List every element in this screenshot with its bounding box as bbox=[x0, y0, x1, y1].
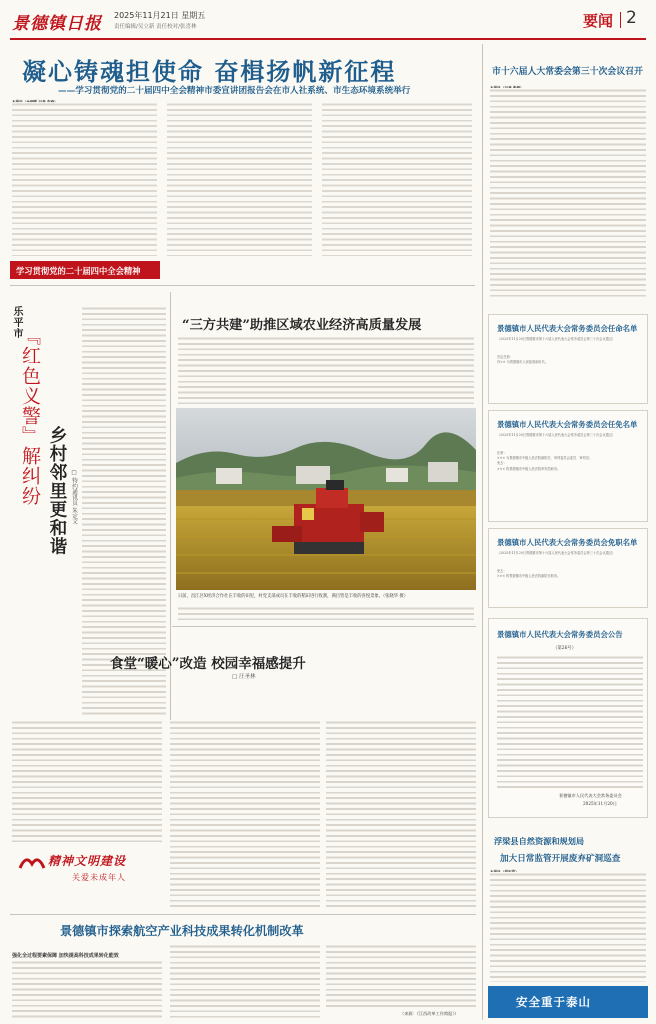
lead-body bbox=[12, 100, 472, 256]
canteen-col-1 bbox=[12, 720, 162, 842]
notice-removal-title: 景德镇市人民代表大会常务委员会免职名单 bbox=[497, 538, 638, 547]
agri-body-2 bbox=[178, 606, 474, 622]
civilization-banner-line2: 关爱未成年人 bbox=[72, 873, 126, 882]
notice-appoint-remove-body: 任命： ××× 为景德镇市中级人民法院副院长、审判委员会委员、审判员； 免去： ××× 的景德镇市中级人民法院审判员职务。 bbox=[497, 451, 593, 471]
notice-removal-body: 免去： ××× 的景德镇市中级人民法院副院长职务。 bbox=[497, 569, 561, 579]
aviation-col-3 bbox=[326, 944, 476, 1008]
civilization-banner-line1: 精神文明建设 bbox=[48, 854, 127, 868]
newspaper-logo: 景德镇日报 bbox=[12, 14, 102, 34]
editors-line: 责任编辑/吴立新 责任校对/张喜林 bbox=[114, 24, 197, 30]
npc-body bbox=[490, 88, 646, 300]
harvest-photo bbox=[176, 408, 476, 590]
notice-removal-sub: （2025年11月20日景德镇市第十六届人民代表大会常务委员会第三十次会议通过） bbox=[497, 551, 616, 555]
notice-appointment bbox=[488, 314, 648, 404]
column-title-1: 『红色义警』解纠纷 bbox=[19, 326, 41, 506]
agri-body bbox=[178, 336, 474, 406]
safety-banner-text: 安全重于泰山 bbox=[516, 995, 591, 1009]
column-region: 乐平市 bbox=[11, 306, 22, 339]
civilization-banner bbox=[12, 846, 162, 906]
aviation-headline: 景德镇市探索航空产业科技成果转化机制改革 bbox=[60, 924, 304, 938]
aviation-subhead: 强化全过程要素保障 加快提高科技成果转化能效 bbox=[12, 953, 119, 959]
announcement-box bbox=[488, 618, 648, 818]
announcement-number: （第26号） bbox=[553, 646, 577, 651]
announcement-body bbox=[497, 655, 643, 789]
canteen-col-3 bbox=[326, 720, 476, 910]
lead-col-3 bbox=[322, 102, 472, 256]
lead-col-1 bbox=[12, 102, 157, 256]
notice-removal bbox=[488, 528, 648, 608]
aviation-top-rule bbox=[10, 914, 476, 915]
notice-appointment-body: 决定任命： 肖×× 为景德镇市人民政府副市长。 bbox=[497, 355, 548, 365]
announcement-title: 景德镇市人民代表大会常务委员会公告 bbox=[497, 630, 623, 639]
aviation-source: （来源：《江西改革工作简报》） bbox=[400, 1011, 459, 1016]
column-byline: □ 特约通讯员 朱定文 bbox=[71, 470, 77, 525]
canteen-headline: 食堂“暖心”改造 校园幸福感提升 bbox=[110, 656, 306, 672]
aviation-col-1 bbox=[12, 960, 162, 1018]
agri-headline: “三方共建”助推区域农业经济高质量发展 bbox=[182, 318, 422, 333]
fuliang-headline-2: 加大日常监管开展废弃矿洞巡查 bbox=[500, 854, 621, 864]
aviation-col-2 bbox=[170, 944, 320, 1018]
hands-icon bbox=[16, 852, 46, 874]
announcement-date: 2025年11月20日 bbox=[583, 801, 617, 806]
notice-appoint-remove-title: 景德镇市人民代表大会常务委员会任免名单 bbox=[497, 420, 638, 429]
notice-appoint-remove-sub: （2025年11月20日景德镇市第十六届人民代表大会常务委员会第三十次会议通过） bbox=[497, 433, 616, 437]
harvest-photo-svg bbox=[176, 408, 476, 590]
notice-appointment-sub: （2025年11月20日景德镇市第十六届人民代表大会常务委员会第三十次会议通过） bbox=[497, 337, 616, 341]
fuliang-body bbox=[490, 872, 646, 982]
lead-bottom-rule bbox=[10, 285, 475, 286]
issue-date: 2025年11月21日 星期五 bbox=[114, 11, 206, 20]
npc-headline: 市十六届人大常委会第三十次会议召开 bbox=[492, 67, 643, 77]
section-divider bbox=[620, 12, 621, 28]
fuliang-headline-1: 浮梁县自然资源和规划局 bbox=[494, 836, 585, 846]
agri-bottom-rule bbox=[172, 626, 476, 627]
notice-appointment-title: 景德镇市人民代表大会常务委员会任命名单 bbox=[497, 324, 638, 333]
lead-subhead: ——学习贯彻党的二十届四中全会精神市委宣讲团报告会在市人社系统、市生态环境系统举行 bbox=[58, 86, 411, 96]
lead-col-2 bbox=[167, 102, 312, 256]
notice-appoint-remove bbox=[488, 410, 648, 522]
safety-banner bbox=[488, 986, 648, 1018]
lead-banner-text: 学习贯彻党的二十届四中全会精神 bbox=[16, 266, 141, 276]
masthead-rule bbox=[10, 38, 646, 40]
canteen-col-2 bbox=[170, 720, 320, 910]
announcement-signature: 景德镇市人民代表大会常务委员会 bbox=[559, 793, 622, 798]
right-column-divider bbox=[482, 44, 483, 1020]
section-name: 要闻 bbox=[583, 12, 614, 30]
page-number: 2 bbox=[626, 8, 637, 28]
masthead bbox=[0, 0, 656, 40]
canteen-byline: □ 汪圣林 bbox=[232, 674, 256, 680]
lead-headline: 凝心铸魂担使命 奋楫扬帆新征程 bbox=[22, 57, 397, 86]
lead-banner bbox=[10, 261, 160, 279]
column-title-2: 乡村邻里更和谐 bbox=[47, 426, 67, 556]
photo-caption: 日前，昌江区X经济合作社在丰收的田里，村党支部成员在丰收的稻田进行收割，满目皆是丰收的喜悦景象。（张晓华 摄） bbox=[178, 594, 409, 599]
